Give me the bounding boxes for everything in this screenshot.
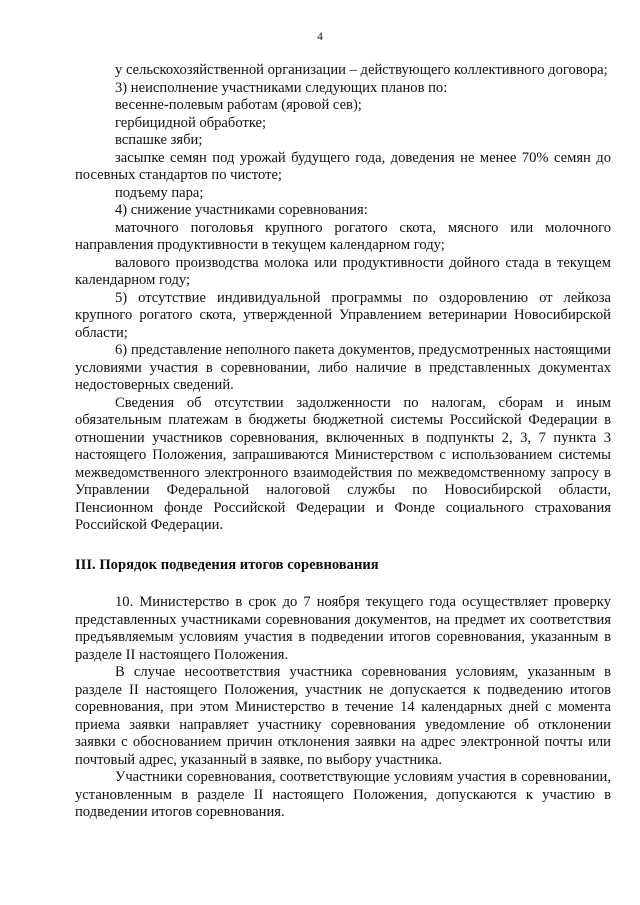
paragraph: 3) неисполнение участниками следующих планов по: xyxy=(115,79,448,96)
paragraph: Сведения об отсутствии задолженности по налогам, сборам и иным обязательным платежам в бюджеты бюджетной системы Российской Федерации в отношении участников соревнования, включенных в подпункты 2, 3, 7 пункта 3 настоящего Положения, запрашиваются Министерством с использованием системы межведомственного электронного взаимодействия по межведомственному запросу в Управлении Федеральной налоговой службы по Новосибирской области, Пенсионном фонде Российской Федерации и Фонде социального страхования Российской Федерации. xyxy=(75,394,611,533)
paragraph: маточного поголовья крупного рогатого скота, мясного или молочного направления продуктивности в текущем календарном году; xyxy=(75,219,611,253)
paragraph: 10. Министерство в срок до 7 ноября текущего года осуществляет проверку представленных участниками соревнования документов, на предмет их соответствия предъявляемым условиям участия в подведении итогов соревнования, указанным в разделе II настоящего Положения. xyxy=(75,594,611,663)
paragraph: Участники соревнования, соответствующие условиям участия в соревновании, установленным в разделе II настоящего Положения, допускаются к участию в подведении итогов соревнования. xyxy=(75,769,611,820)
paragraph: 6) представление неполного пакета документов, предусмотренных настоящими условиями участия в соревновании, либо наличие в представленных документах недостоверных сведений. xyxy=(75,342,611,393)
document-body xyxy=(75,62,611,822)
paragraph: валового производства молока или продуктивности дойного стада в текущем календарном году; xyxy=(75,254,611,288)
paragraph: вспашке зяби; xyxy=(115,132,203,148)
paragraph: 4) снижение участниками соревнования: xyxy=(115,202,368,218)
paragraph: гербицидной обработке; xyxy=(115,114,267,131)
section-heading: III. Порядок подведения итогов соревнования xyxy=(75,556,379,573)
paragraph: засыпке семян под урожай будущего года, доведения не менее 70% семян до посевных стандартов по чистоте; xyxy=(75,149,611,183)
paragraph: 5) отсутствие индивидуальной программы по оздоровлению от лейкоза крупного рогатого скота, утвержденной Управлением ветеринарии Новосибирской области; xyxy=(75,289,611,341)
paragraph: у сельскохозяйственной организации – действующего коллективного договора; xyxy=(115,62,608,78)
page-number: 4 xyxy=(317,31,323,43)
paragraph: подъему пара; xyxy=(115,184,204,201)
paragraph: весенне-полевым работам (яровой сев); xyxy=(115,97,362,113)
paragraph: В случае несоответствия участника соревнования условиям, указанным в разделе II настоящего Положения, участник не допускается к подведению итогов соревнования, при этом Министерство в течение 14 календарных дней с момента приема заявки направляет участнику соревнования уведомление об отклонении заявки с обоснованием причин отклонения заявки на адрес электронной почты или почтовый адрес, указанный в заявке, по выбору участника. xyxy=(75,664,611,768)
